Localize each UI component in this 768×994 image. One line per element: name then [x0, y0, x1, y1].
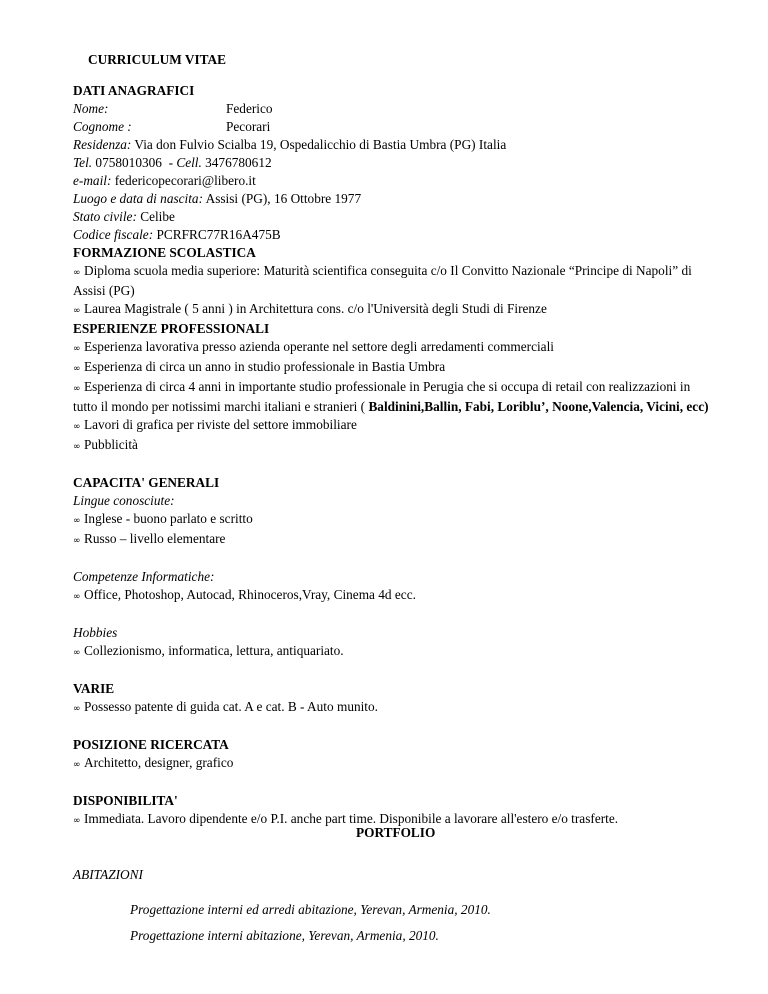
lingue-item: [73, 510, 713, 530]
formazione-item: [73, 300, 713, 320]
email-row: [73, 172, 713, 190]
cell-value: 3476780612: [201, 155, 272, 170]
bullet-icon: ∞: [73, 516, 80, 526]
varie-item: [73, 698, 713, 718]
anagrafici-heading: DATI ANAGRAFICI: [73, 83, 195, 98]
nome-value: Federico: [226, 101, 273, 116]
bullet-icon: ∞: [73, 442, 80, 452]
cognome-value: Pecorari: [226, 119, 271, 134]
esperienze-text: Esperienza di circa un anno in studio professionale in Bastia Umbra: [84, 359, 446, 374]
portfolio-section-title: ABITAZIONI: [73, 867, 143, 882]
posizione-item: [73, 754, 713, 774]
cognome-label: Cognome :: [73, 119, 132, 134]
email-value: federicopecorari@libero.it: [111, 173, 256, 188]
informatica-item: [73, 586, 713, 606]
tel-value: 0758010306 -: [92, 155, 177, 170]
disponibilita-heading: DISPONIBILITA': [73, 793, 178, 808]
posizione-text: Architetto, designer, grafico: [84, 755, 234, 770]
disponibilita-text: Immediata. Lavoro dipendente e/o P.I. anche part time. Disponibile a lavorare all'estero e/o trasferte.: [84, 811, 619, 826]
bullet-icon: ∞: [73, 344, 80, 354]
formazione-item: [73, 262, 713, 300]
bullet-icon: ∞: [73, 422, 80, 432]
stato-civile-label: Stato civile:: [73, 209, 137, 224]
esperienze-item: [73, 416, 713, 436]
codice-fiscale-value: PCRFRC77R16A475B: [153, 227, 281, 242]
nascita-row: [73, 190, 713, 208]
varie-text: Possesso patente di guida cat. A e cat. B - Auto munito.: [84, 699, 378, 714]
cognome-row: [73, 118, 713, 136]
esperienze-item: [73, 358, 713, 378]
portfolio-entry: Progettazione interni abitazione, Yerevan, Armenia, 2010.: [130, 928, 439, 943]
formazione-text: Diploma scuola media superiore: Maturità scientifica conseguita c/o Il Convitto Nazionale “Principe di Napoli” di Assisi (PG): [73, 263, 692, 298]
portfolio-entry: Progettazione interni ed arredi abitazione, Yerevan, Armenia, 2010.: [130, 902, 491, 917]
esperienze-text: Lavori di grafica per riviste del settore immobiliare: [84, 417, 357, 432]
lingue-item: [73, 530, 713, 550]
tel-label: Tel.: [73, 155, 93, 170]
residenza-label: Residenza:: [73, 137, 132, 152]
hobbies-label: Hobbies: [73, 625, 118, 640]
bullet-icon: ∞: [73, 536, 80, 546]
nascita-label: Luogo e data di nascita:: [73, 191, 204, 206]
brand-list: Baldinini,Ballin, Fabi, Loriblu’, Noone,Valencia, Vicini, ecc): [368, 399, 709, 414]
lingue-text: Russo – livello elementare: [84, 531, 226, 546]
document-title: CURRICULUM VITAE: [88, 52, 227, 67]
hobbies-text: Collezionismo, informatica, lettura, antiquariato.: [84, 643, 344, 658]
bullet-icon: ∞: [73, 592, 80, 602]
stato-civile-value: Celibe: [136, 209, 175, 224]
esperienze-item: [73, 378, 713, 416]
bullet-icon: ∞: [73, 760, 80, 770]
esperienze-text: Esperienza di circa 4 anni in importante studio professionale in Perugia che si occupa di retail con realizzazioni in tutto il mondo per notissimi marchi italiani e stranieri (: [73, 379, 691, 414]
nome-row: [73, 100, 713, 118]
bullet-icon: ∞: [73, 364, 80, 374]
codice-fiscale-row: [73, 226, 713, 244]
portfolio-heading: PORTFOLIO: [356, 825, 436, 840]
formazione-heading: FORMAZIONE SCOLASTICA: [73, 245, 256, 260]
bullet-icon: ∞: [73, 384, 80, 394]
email-label: e-mail:: [73, 173, 112, 188]
esperienze-text: Pubblicità: [84, 437, 138, 452]
posizione-heading: POSIZIONE RICERCATA: [73, 737, 229, 752]
lingue-label: Lingue conosciute:: [73, 493, 175, 508]
hobbies-item: [73, 642, 713, 662]
esperienze-item: [73, 436, 713, 456]
nome-label: Nome:: [73, 101, 109, 116]
bullet-icon: ∞: [73, 704, 80, 714]
bullet-icon: ∞: [73, 306, 80, 316]
nascita-value: Assisi (PG), 16 Ottobre 1977: [203, 191, 362, 206]
varie-heading: VARIE: [73, 681, 115, 696]
lingue-text: Inglese - buono parlato e scritto: [84, 511, 253, 526]
capacita-heading: CAPACITA' GENERALI: [73, 475, 220, 490]
bullet-icon: ∞: [73, 816, 80, 826]
stato-civile-row: [73, 208, 713, 226]
informatica-label: Competenze Informatiche:: [73, 569, 215, 584]
formazione-text: Laurea Magistrale ( 5 anni ) in Architettura cons. c/o l'Università degli Studi di Firenze: [84, 301, 547, 316]
cell-label: Cell.: [176, 155, 202, 170]
section-anagrafici: [73, 82, 713, 830]
esperienze-text: Esperienza lavorativa presso azienda operante nel settore degli arredamenti commerciali: [84, 339, 554, 354]
bullet-icon: ∞: [73, 268, 80, 278]
bullet-icon: ∞: [73, 648, 80, 658]
phone-row: [73, 154, 713, 172]
codice-fiscale-label: Codice fiscale:: [73, 227, 154, 242]
residenza-row: [73, 136, 713, 154]
esperienze-heading: ESPERIENZE PROFESSIONALI: [73, 321, 270, 336]
esperienze-item: [73, 338, 713, 358]
residenza-value: Via don Fulvio Scialba 19, Ospedalicchio di Bastia Umbra (PG) Italia: [131, 137, 507, 152]
informatica-text: Office, Photoshop, Autocad, Rhinoceros,Vray, Cinema 4d ecc.: [84, 587, 416, 602]
